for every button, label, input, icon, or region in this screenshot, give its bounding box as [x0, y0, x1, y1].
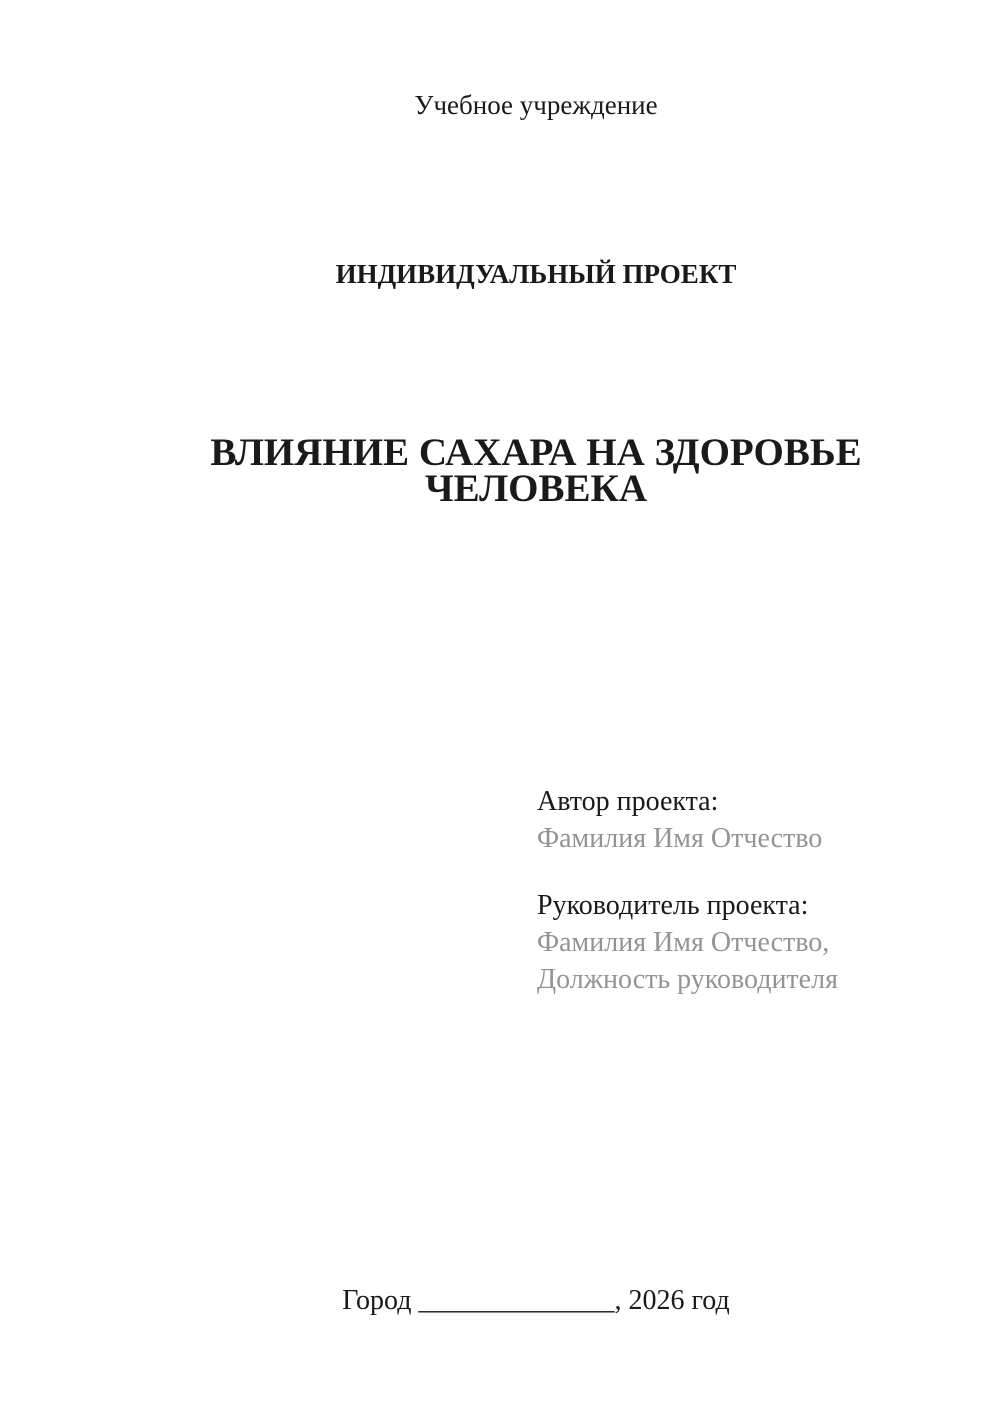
author-name-placeholder: Фамилия Имя Отчество — [537, 823, 823, 854]
author-label: Автор проекта: — [537, 786, 719, 817]
project-type-heading: ИНДИВИДУАЛЬНЫЙ ПРОЕКТ — [335, 259, 737, 289]
supervisor-name-placeholder: Фамилия Имя Отчество, — [537, 927, 830, 958]
document-title: ВЛИЯНИЕ САХАРА НА ЗДОРОВЬЕ ЧЕЛОВЕКА — [210, 431, 862, 510]
supervisor-label: Руководитель проекта: — [537, 890, 809, 921]
supervisor-position-placeholder: Должность руководителя — [537, 964, 838, 995]
institution-line: Учебное учреждение — [414, 90, 658, 120]
credits-block — [537, 783, 838, 998]
footer-city-year: Город ______________, 2026 год — [342, 1285, 730, 1316]
